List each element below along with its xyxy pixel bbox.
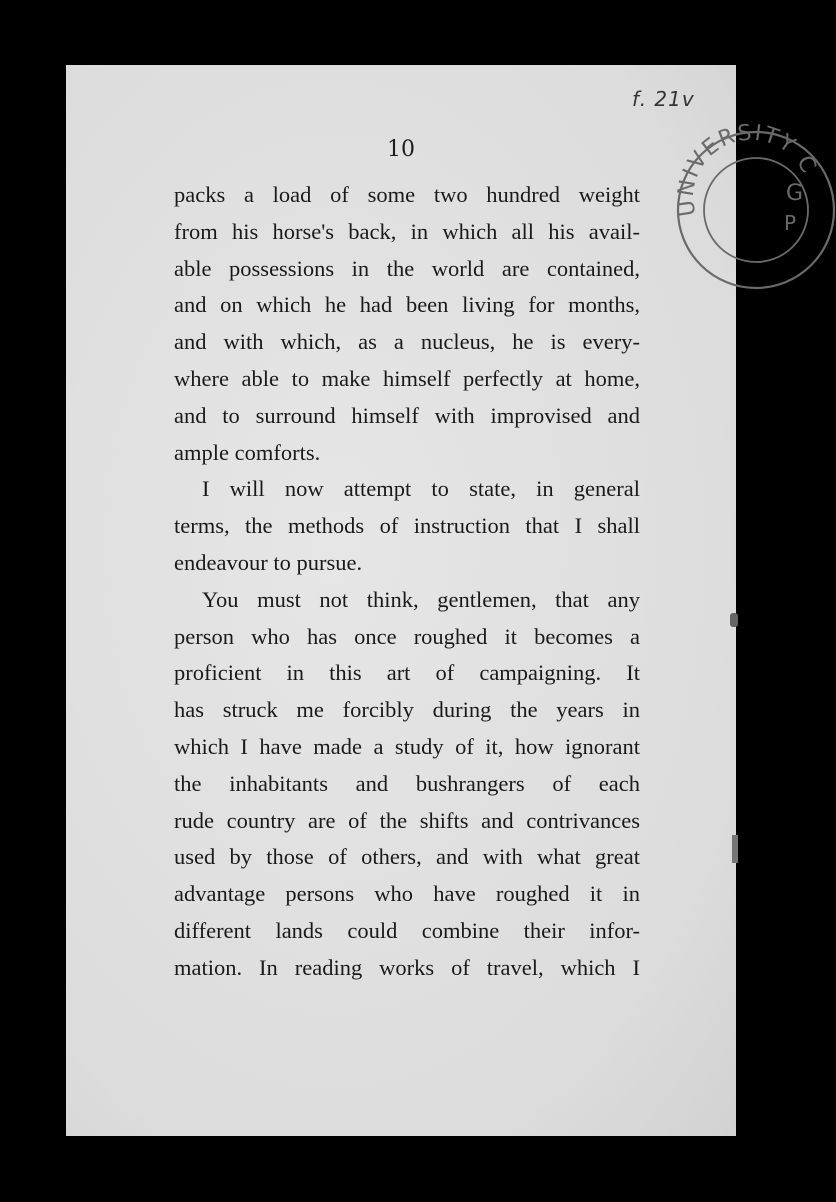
book-page bbox=[66, 65, 822, 1136]
text-line: packs a load of some two hundred weight bbox=[174, 182, 640, 207]
text-line: has struck me forcibly during the years in bbox=[174, 697, 640, 723]
text-line: ample comforts. bbox=[174, 439, 321, 465]
text-line: used by those of others, and with what great bbox=[174, 844, 640, 870]
body-text bbox=[174, 177, 640, 987]
page-number: 10 bbox=[387, 137, 415, 162]
text-line: person who has once roughed it becomes a bbox=[174, 623, 640, 649]
text-line: terms, the methods of instruction that I shall bbox=[174, 513, 640, 539]
text-line: from his horse's back, in which all his avail- bbox=[174, 218, 640, 244]
text-line: endeavour to pursue. bbox=[174, 549, 363, 575]
folio-annotation: f. 21v bbox=[632, 87, 695, 111]
text-line: advantage persons who have roughed it in bbox=[174, 881, 640, 907]
edge-blemish bbox=[732, 835, 738, 863]
text-line: where able to make himself perfectly at home, bbox=[174, 365, 640, 391]
text-line: different lands could combine their infor- bbox=[174, 917, 640, 943]
text-line: and to surround himself with improvised and bbox=[174, 402, 640, 428]
text-line: which I have made a study of it, how ignorant bbox=[174, 733, 640, 759]
text-line: and on which he had been living for months, bbox=[174, 292, 640, 318]
text-line: the inhabitants and bushrangers of each bbox=[174, 770, 640, 796]
stamp-letter-p: P bbox=[784, 211, 797, 235]
text-line: rude country are of the shifts and contrivances bbox=[174, 807, 640, 833]
text-line: mation. In reading works of travel, which I bbox=[174, 954, 640, 980]
text-line: I will now attempt to state, in general bbox=[202, 476, 640, 502]
text-line: You must not think, gentlemen, that any bbox=[202, 586, 640, 612]
stamp-arc-text: UNIVERSITY C bbox=[673, 120, 822, 219]
text-line: and with which, as a nucleus, he is every- bbox=[174, 329, 640, 355]
text-line: able possessions in the world are contained, bbox=[174, 255, 640, 281]
edge-blemish bbox=[730, 613, 738, 627]
stamp-letter-g: G bbox=[786, 181, 804, 206]
text-line: proficient in this art of campaigning. It bbox=[174, 660, 640, 686]
